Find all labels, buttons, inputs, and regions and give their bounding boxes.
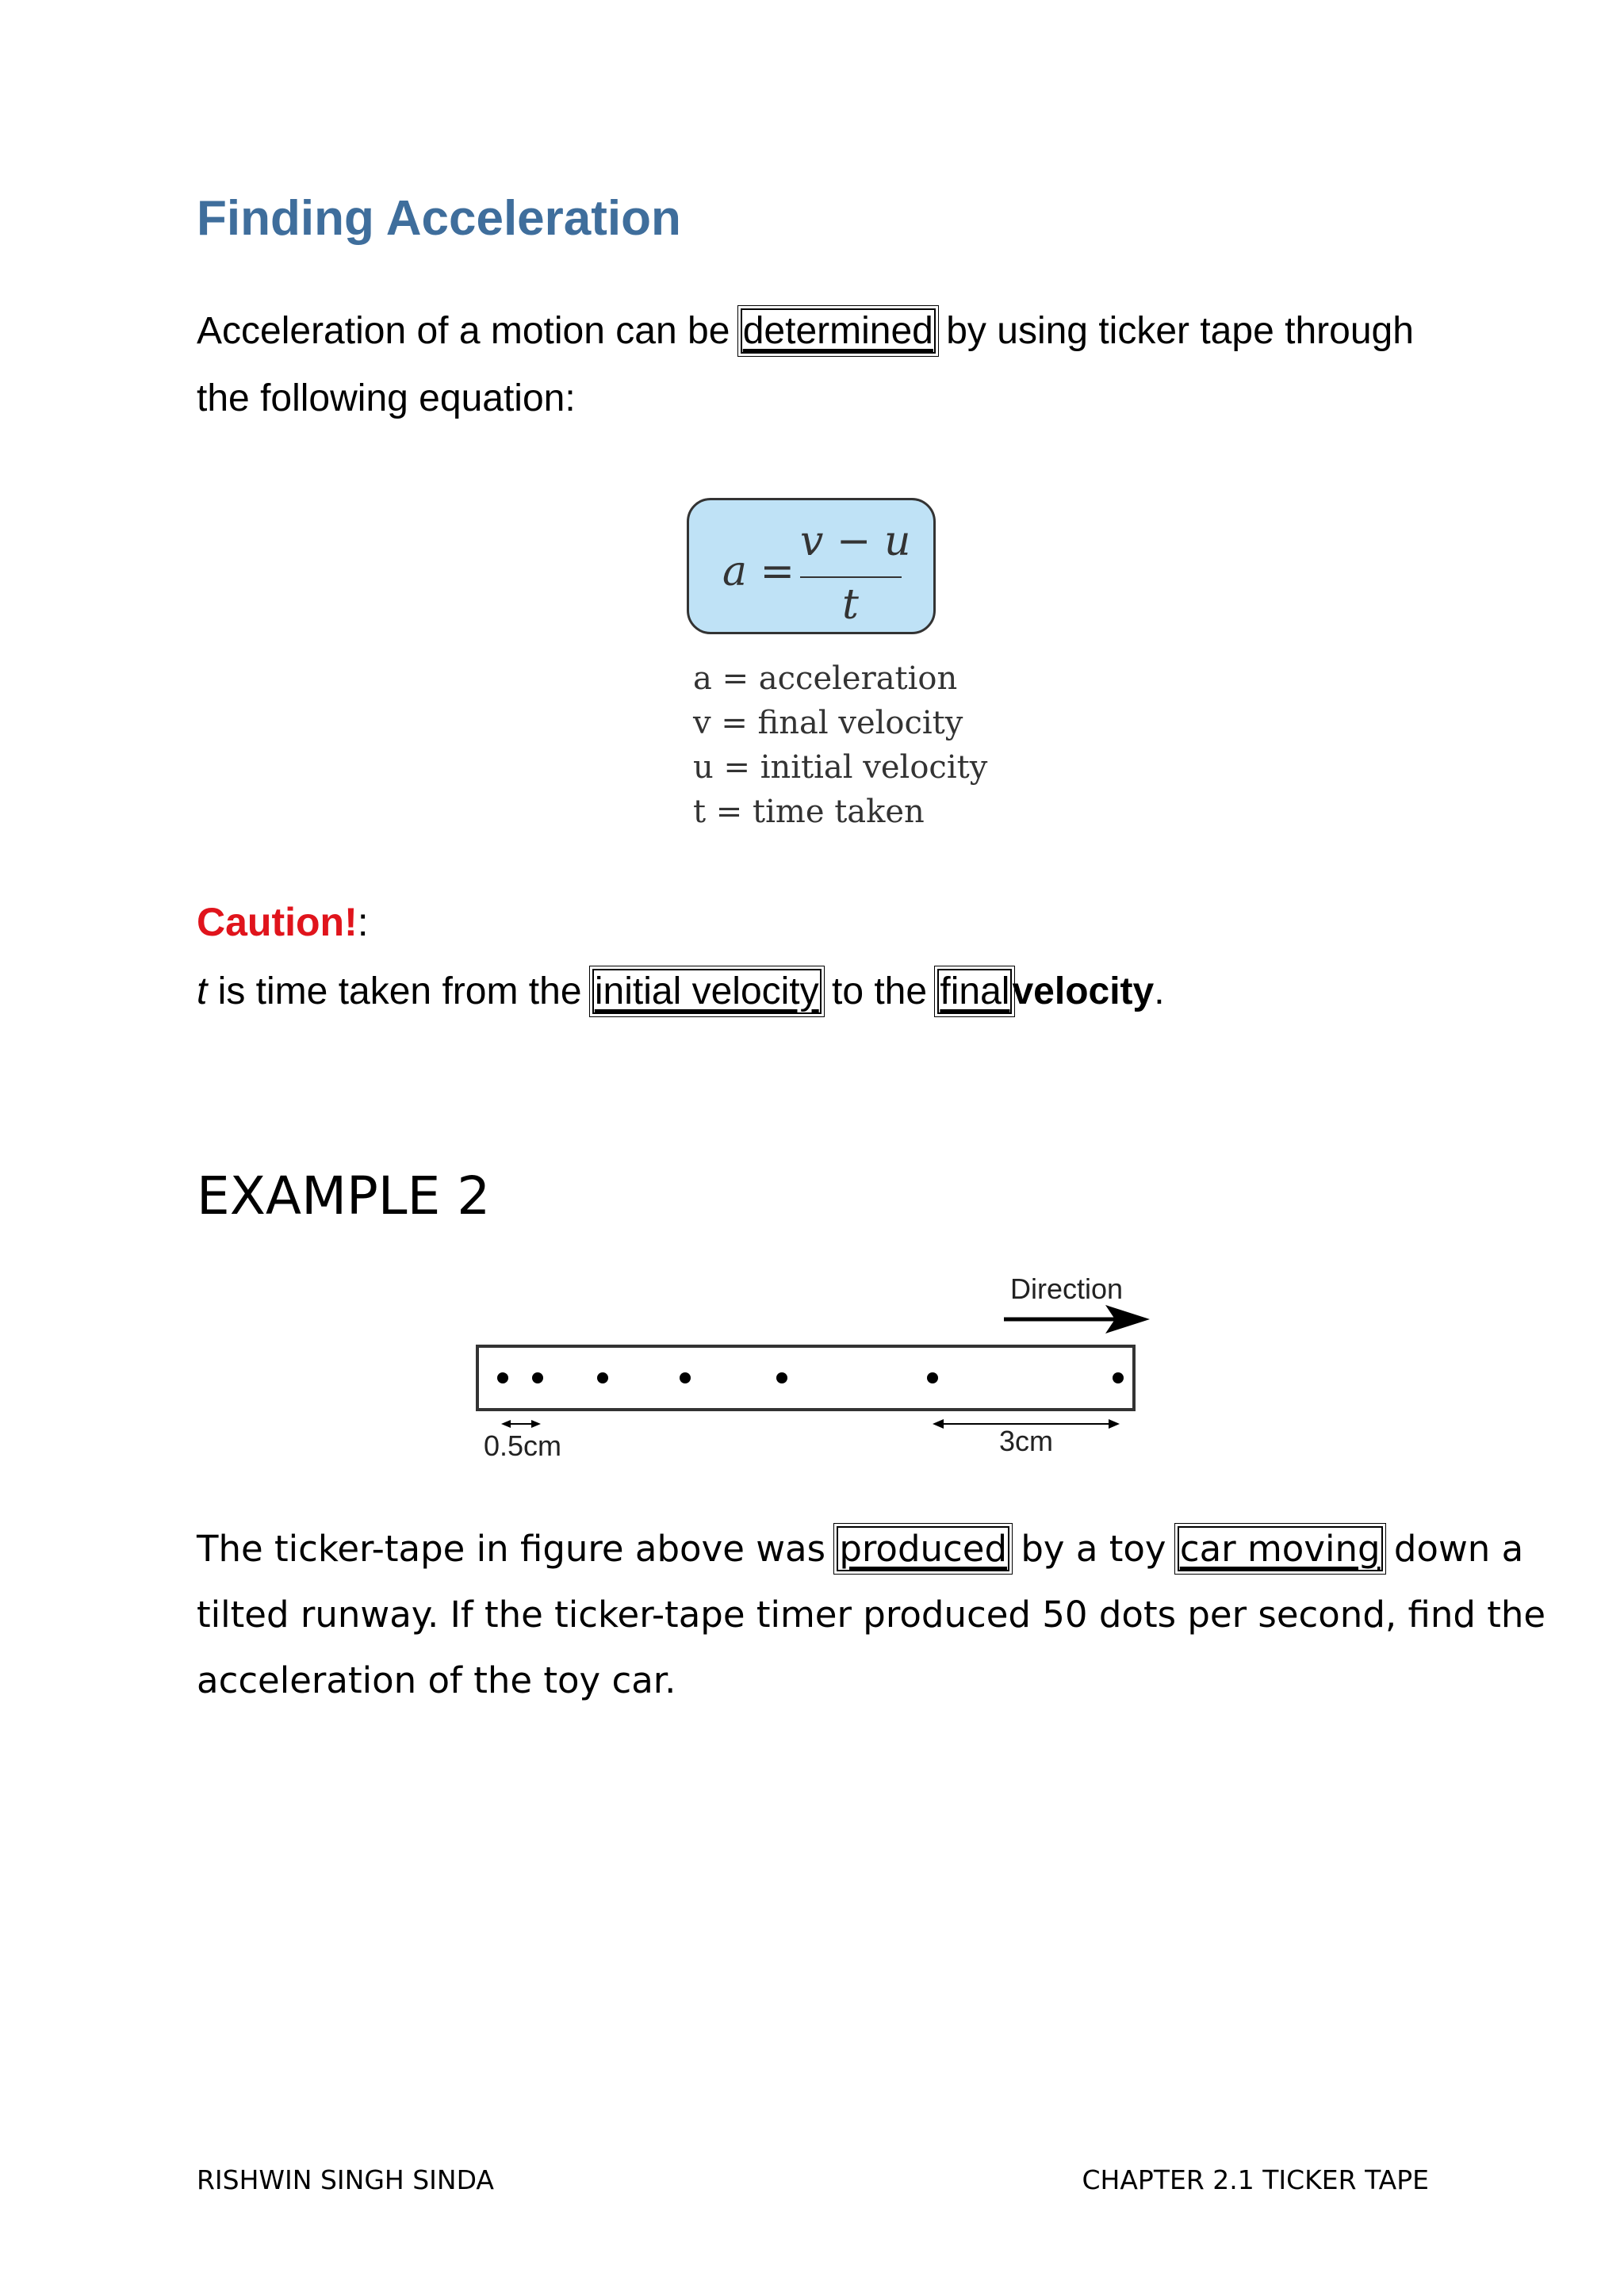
example-text-4: tilted runway. If the ticker-tape timer produced 50 dots per second, find the — [197, 1594, 1546, 1636]
example-text-3: down a — [1382, 1528, 1524, 1570]
tape-dot — [497, 1372, 508, 1383]
intro-text-3: the following equation: — [197, 377, 576, 419]
page-heading: Finding Acceleration — [197, 191, 681, 246]
boxed-term-final: final — [937, 969, 1012, 1014]
small-arrowhead-left-icon — [501, 1420, 511, 1428]
intro-text-1: Acceleration of a motion can be — [197, 310, 741, 352]
ticker-tape-strip — [477, 1346, 1134, 1410]
legend-t: t = time taken — [693, 794, 925, 830]
formula-denominator: t — [842, 581, 859, 629]
tape-dot — [776, 1372, 787, 1383]
caution-text-2: to the — [821, 970, 938, 1012]
formula-box — [687, 498, 936, 634]
large-arrowhead-right-icon — [1109, 1419, 1120, 1429]
example-heading: EXAMPLE 2 — [197, 1165, 491, 1226]
small-spacing-label: 0.5cm — [484, 1429, 562, 1462]
tape-dot — [1113, 1372, 1124, 1383]
example-paragraph — [197, 1516, 1545, 1713]
example-text-2: by a toy — [1009, 1528, 1178, 1570]
example-text-5: acceleration of the toy car. — [197, 1659, 676, 1701]
legend-a: a = acceleration — [693, 660, 958, 697]
tape-dot — [680, 1372, 691, 1383]
example-text-1: The ticker-tape in figure above was — [197, 1528, 837, 1570]
formula-lhs: a = — [722, 548, 795, 595]
direction-label: Direction — [1010, 1272, 1124, 1305]
caution-period: . — [1154, 970, 1165, 1012]
small-arrowhead-right-icon — [531, 1420, 541, 1428]
fraction-bar — [800, 576, 902, 578]
ticker-tape-figure — [444, 1261, 1158, 1475]
tape-dot — [532, 1372, 543, 1383]
caution-word: Caution — [197, 900, 345, 944]
formula-numerator: v − u — [800, 518, 911, 565]
caution-sentence — [197, 958, 1165, 1025]
legend-u: u = initial velocity — [693, 749, 988, 786]
boxed-term-produced: produced — [837, 1526, 1009, 1571]
large-arrowhead-left-icon — [933, 1419, 944, 1429]
caution-colon: : — [357, 900, 369, 944]
legend-v: v = final velocity — [693, 705, 963, 741]
boxed-term-determined: determined — [741, 308, 936, 354]
boxed-term-initial-velocity: initial velocity — [592, 969, 822, 1014]
tape-dot — [597, 1372, 608, 1383]
caution-bang: ! — [344, 900, 358, 944]
caution-label — [197, 899, 369, 945]
caution-t: t — [197, 970, 208, 1012]
tape-dot — [927, 1372, 938, 1383]
intro-text-2: by using ticker tape through — [935, 310, 1414, 352]
caution-bold-velocity: velocity — [1012, 970, 1155, 1012]
large-spacing-label: 3cm — [999, 1425, 1054, 1457]
intro-paragraph — [197, 297, 1414, 432]
boxed-term-car-moving: car moving — [1178, 1526, 1383, 1571]
footer-chapter: CHAPTER 2.1 TICKER TAPE — [1082, 2164, 1429, 2195]
formula-legend — [693, 656, 987, 834]
caution-text-1: is time taken from the — [207, 970, 592, 1012]
footer-author: RISHWIN SINGH SINDA — [197, 2164, 494, 2195]
